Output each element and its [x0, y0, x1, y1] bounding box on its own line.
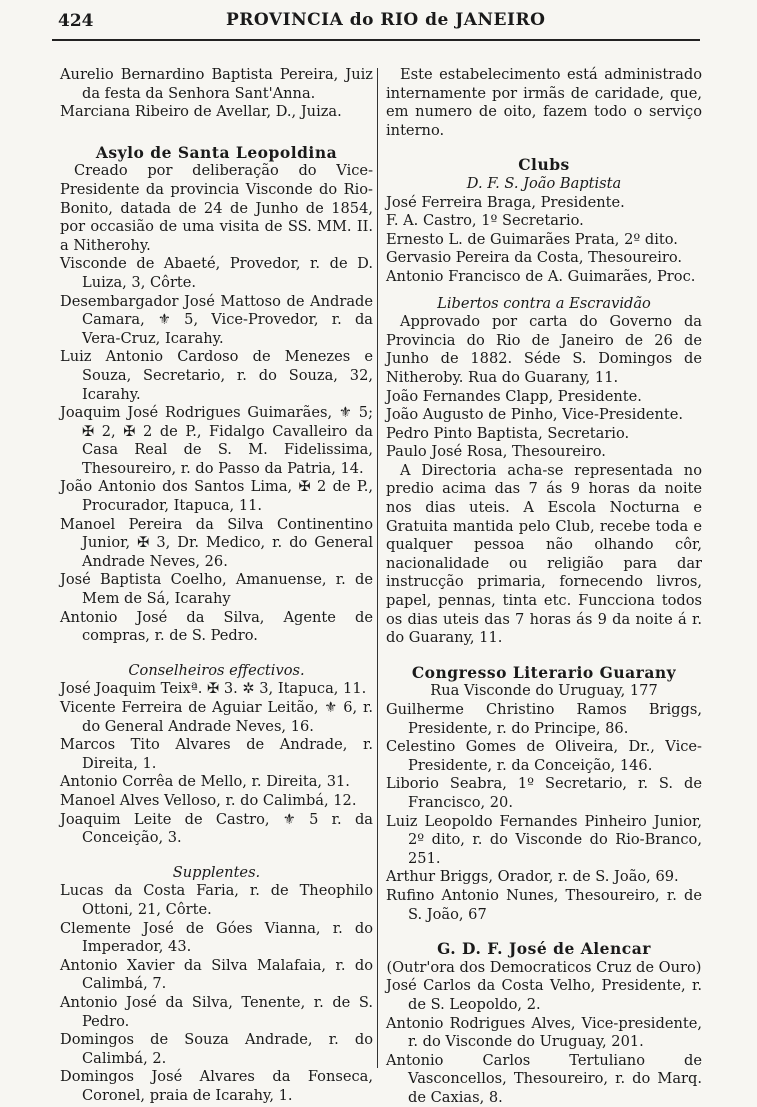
list-item: Liborio Seabra, 1º Secretario, r. S. de Francisco, 20.	[386, 775, 702, 811]
list-item: Antonio Francisco de A. Guimarães, Proc.	[386, 267, 696, 285]
list-item: Joaquim Leite de Castro, ⚜ 5 r. da Conceição, 3.	[60, 810, 373, 847]
list-item: F. A. Castro, 1º Secretario.	[386, 212, 584, 230]
list-item: Visconde de Abaeté, Provedor, r. de D. Luiza, 3, Côrte.	[60, 255, 373, 291]
list-item: Antonio José da Silva, Tenente, r. de S. Pedro.	[60, 993, 373, 1030]
list-item: Ernesto L. de Guimarães Prata, 2º dito.	[386, 230, 678, 248]
running-title: PROVINCIA do RIO de JANEIRO	[226, 10, 546, 30]
page-number: 424	[58, 11, 94, 31]
right-column	[386, 66, 702, 1107]
list-item: Gervasio Pereira da Costa, Thesoureiro.	[386, 249, 683, 267]
list-item: Antonio Corrêa de Mello, r. Direita, 31.	[60, 773, 350, 791]
list-item: Manoel Alves Velloso, r. do Calimbá, 12.	[60, 791, 357, 809]
section-heading-conselheiros: Conselheiros effectivos.	[128, 661, 305, 679]
list-item: Clemente José de Góes Vianna, r. do Imperador, 43.	[60, 919, 373, 956]
column-divider	[377, 68, 378, 1068]
page-header	[0, 0, 757, 36]
list-item: João Fernandes Clapp, Presidente.	[386, 387, 642, 405]
list-item: Rufino Antonio Nunes, Thesoureiro, r. de S. João, 67	[386, 886, 702, 923]
section-heading-gdf: G. D. F. José de Alencar	[437, 939, 651, 959]
list-item: Antonio Rodrigues Alves, Vice-presidente, r. do Visconde do Uruguay, 201.	[386, 1014, 702, 1051]
header-rule	[52, 39, 700, 41]
section-note: A Directoria acha-se representada no predio acima das 7 ás 9 horas da noite nos dias uteis. A Escola Nocturna e Gratuita mantida pelo Club, recebe toda e qualquer pessoa não olhando côr, nacionalidade ou religião para dar instrucção primaria, fornecendo livros, papel, pennas, tinta etc. Funcciona todos os dias uteis das 7 horas ás 9 da noite á r. do Guarany, 11.	[386, 461, 702, 647]
list-item: Arthur Briggs, Orador, r. de S. João, 69.	[386, 868, 679, 886]
section-heading-clubs: Clubs	[518, 155, 570, 175]
list-item: Lucas da Costa Faria, r. de Theophilo Ottoni, 21, Côrte.	[60, 882, 373, 918]
list-item: Marcos Tito Alvares de Andrade, r. Direita, 1.	[60, 736, 373, 772]
section-heading-libertos: Libertos contra a Escravidão	[437, 294, 651, 312]
section-heading-supplentes: Supplentes.	[172, 863, 261, 881]
list-item: Domingos José Alvares da Fonseca, Coronel, praia de Icarahy, 1.	[60, 1068, 373, 1104]
list-item: Joaquim José Rodrigues Guimarães, ⚜ 5; ✠ 2, ✠ 2 de P., Fidalgo Cavalleiro da Casa Real de S. M. Fidelissima, Thesoureiro, r. do Passo da Patria, 14.	[60, 404, 373, 477]
list-item: Manoel Pereira da Silva Continentino Junior, ✠ 3, Dr. Medico, r. do General Andrade Neves, 26.	[60, 515, 373, 570]
list-item: José Ferreira Braga, Presidente.	[386, 193, 625, 211]
list-item: Paulo José Rosa, Thesoureiro.	[386, 443, 606, 461]
list-item: Aurelio Bernardino Baptista Pereira, Juiz da festa da Senhora Sant'Anna.	[60, 66, 373, 102]
list-item: Luiz Antonio Cardoso de Menezes e Souza, Secretario, r. do Souza, 32, Icarahy.	[60, 348, 373, 403]
list-item: Celestino Gomes de Oliveira, Dr., Vice-Presidente, r. da Conceição, 146.	[386, 738, 702, 774]
list-item: Antonio José da Silva, Agente de compras, r. de S. Pedro.	[60, 608, 373, 645]
list-item: Vicente Ferreira de Aguiar Leitão, ⚜ 6, r. do General Andrade Neves, 16.	[60, 699, 373, 735]
list-item: Marciana Ribeiro de Avellar, D., Juiza.	[60, 103, 342, 121]
list-item: Antonio Carlos Tertuliano de Vasconcellos, Thesoureiro, r. do Marq. de Caxias, 8.	[386, 1051, 702, 1106]
list-item: Domingos de Souza Andrade, r. do Calimbá, 2.	[60, 1031, 373, 1067]
list-item: Guilherme Christino Ramos Briggs, Presidente, r. do Principe, 86.	[386, 701, 702, 737]
list-item: João Augusto de Pinho, Vice-Presidente.	[386, 406, 683, 424]
section-heading-asylo: Asylo de Santa Leopoldina	[95, 142, 338, 162]
list-item: Pedro Pinto Baptista, Secretario.	[386, 424, 630, 442]
section-heading-congresso: Congresso Literario Guarany	[411, 662, 677, 682]
list-item: José Baptista Coelho, Amanuense, r. de Mem de Sá, Icarahy	[60, 571, 373, 608]
list-item: Antonio Xavier da Silva Malafaia, r. do Calimbá, 7.	[60, 956, 373, 993]
list-item: João Antonio dos Santos Lima, ✠ 2 de P., Procurador, Itapuca, 11.	[60, 478, 373, 515]
list-item: José Carlos da Costa Velho, Presidente, r. de S. Leopoldo, 2.	[386, 977, 702, 1013]
asylo-continuation: Este estabelecimento está administrado internamente por irmãs de caridade, que, em numero de oito, fazem todo o serviço interno.	[386, 66, 702, 139]
left-column	[60, 66, 373, 1105]
list-item: José Joaquim Teixª. ✠ 3. ✲ 3, Itapuca, 11.	[60, 680, 367, 698]
section-intro: Approvado por carta do Governo da Provincia do Rio de Janeiro de 26 de Junho de 1882. Séde S. Domingos de Nitheroby. Rua do Guarany, 11.	[386, 313, 702, 386]
club-name: D. F. S. João Baptista	[466, 174, 622, 192]
section-intro: Creado por deliberação do Vice-Presidente da provincia Visconde do Rio-Bonito, datada de 24 de Junho de 1854, por occasião de uma visita de SS. MM. II. a Nitherohy.	[60, 162, 373, 254]
list-item: Desembargador José Mattoso de Andrade Camara, ⚜ 5, Vice-Provedor, r. da Vera-Cruz, Icarahy.	[60, 292, 373, 347]
section-subtitle: (Outr'ora dos Democraticos Cruz de Ouro)	[386, 958, 702, 976]
section-address: Rua Visconde do Uruguay, 177	[430, 682, 658, 700]
list-item: Luiz Leopoldo Fernandes Pinheiro Junior, 2º dito, r. do Visconde do Rio-Branco, 251.	[386, 812, 702, 867]
